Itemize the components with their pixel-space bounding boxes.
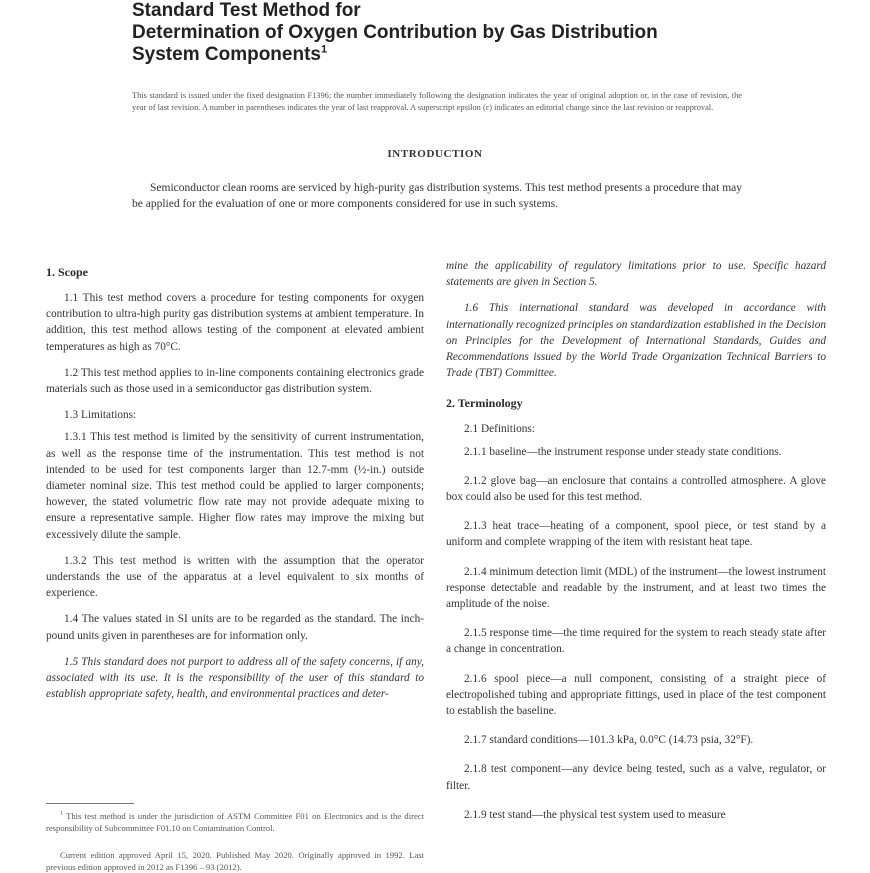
paragraph-1-3-1: 1.3.1 This test method is limited by the sensitivity of current instrumentation, as well as the response time of the instrumentation. This test method is not intended to be used for test components larger than 12.7-mm (½-in.) outside diameter nominal size. This test method could be applied to larger components; however, the stated volumetric flow rate may not provide adequate mixing to ensure a representative sample. Higher flow rates may improve the mixing but excessively dilute the sample. (46, 431, 424, 541)
paragraph-2-1: 2.1 Definitions: (464, 423, 535, 436)
title-line-2: Determination of Oxygen Contribution by Gas Distribution (132, 22, 658, 43)
paragraph-1-6 (446, 300, 826, 381)
paragraph-1-4: 1.4 The values stated in SI units are to be regarded as the standard. The inch-pound units given in parentheses are for information only. (46, 613, 424, 642)
title-line-3: System Components (132, 44, 321, 65)
paragraph-2-1-6: 2.1.6 spool piece—a null component, consisting of a straight piece of electropolished tubing and appropriate fittings, used in place of the test component to establish the baseline. (446, 672, 826, 718)
paragraph-1-6-text: 1.6 This international standard was developed in accordance with internationally recognized principles on standardization established in the Decision on Principles for the Development of International Standards, Guides and Recommendations issued by the World Trade Organization Technical Barriers to Trade (TBT) Committee. (446, 302, 826, 380)
paragraph-2-1-5: 2.1.5 response time—the time required for the system to reach steady state after a change in concentration. (446, 627, 826, 656)
paragraph-2-1-3: 2.1.3 heat trace—heating of a component, spool piece, or test stand by a uniform and complete wrapping of the item with resistant heat tape. (446, 520, 826, 549)
paragraph-1-1: 1.1 This test method covers a procedure for testing components for oxygen contribution to ultra-high purity gas distribution systems at ambient temperature. In addition, this test method allows testing of the component at elevated ambient temperatures as high as 70°C. (46, 292, 424, 353)
footnote-1-text: This test method is under the jurisdiction of ASTM Committee F01 on Electronics and is the direct responsibility of Subcommittee F01.10 on Contamination Control. (46, 811, 424, 833)
footnote-rule (46, 803, 134, 804)
paragraph-2-1-2: 2.1.2 glove bag—an enclosure that contains a controlled atmosphere. A glove box could also be used for this test method. (446, 474, 826, 504)
left-column (46, 258, 424, 708)
paragraph-1-3-2: 1.3.2 This test method is written with the assumption that the operator understands the use of the apparatus at a level equivalent to six months of experience. (46, 554, 424, 600)
title-line-1: Standard Test Method for (132, 0, 361, 21)
paragraph-2-1-1: 2.1.1 baseline—the instrument response under steady state conditions. (464, 445, 782, 458)
document-title (132, 0, 772, 66)
section-1-heading: 1. Scope (46, 265, 88, 279)
right-column (446, 258, 826, 829)
paragraph-1-2: 1.2 This test method applies to in-line components containing electronics grade materials such as those used in a semiconductor gas distribution system. (46, 366, 424, 396)
title-footnote-mark: 1 (320, 43, 328, 56)
footnote-1 (46, 811, 424, 834)
paragraph-2-1-7: 2.1.7 standard conditions—101.3 kPa, 0.0°C (14.73 psia, 32°F). (464, 734, 754, 747)
footnote-1-mark: 1 (60, 811, 63, 818)
section-2-heading: 2. Terminology (446, 396, 523, 411)
designation-note: This standard is issued under the fixed designation F1396; the number immediately following the designation indicates the year of original adoption or, in the case of revision, the year of last revision. A number in parentheses indicates the year of last reapproval. A superscript epsilon (ε) indicates an editorial change since the last revision or reapproval. (132, 91, 742, 112)
paragraph-1-5 (46, 654, 424, 703)
paragraph-1-5-text: 1.5 This standard does not purport to address all of the safety concerns, if any, associated with its use. It is the responsibility of the user of this standard to establish appropriate safety, health, and environmental practices and deter- (46, 655, 424, 701)
paragraph-1-3: 1.3 Limitations: (64, 409, 137, 422)
paragraph-2-1-4: 2.1.4 minimum detection limit (MDL) of the instrument—the lowest instrument response detectable and readable by the instrument, and at least two times the amplitude of the noise. (446, 565, 826, 611)
paragraph-2-1-9: 2.1.9 test stand—the physical test system used to measure (464, 808, 726, 821)
paragraph-1-5-continued (446, 258, 826, 290)
footnote-2: Current edition approved April 15, 2020. Published May 2020. Originally approved in 1992. Last previous edition approved in 2012 as F1396 – 93 (2012). (46, 850, 424, 872)
introduction-text: Semiconductor clean rooms are serviced by high-purity gas distribution systems. This test method presents a procedure that may be applied for the evaluation of one or more components considered for use in such systems. (132, 182, 742, 210)
introduction-heading: INTRODUCTION (387, 148, 483, 160)
paragraph-2-1-8: 2.1.8 test component—any device being tested, such as a valve, regulator, or filter. (446, 763, 826, 792)
paragraph-1-5-continued-text: mine the applicability of regulatory limitations prior to use. Specific hazard statements are given in Section 5. (446, 260, 826, 289)
